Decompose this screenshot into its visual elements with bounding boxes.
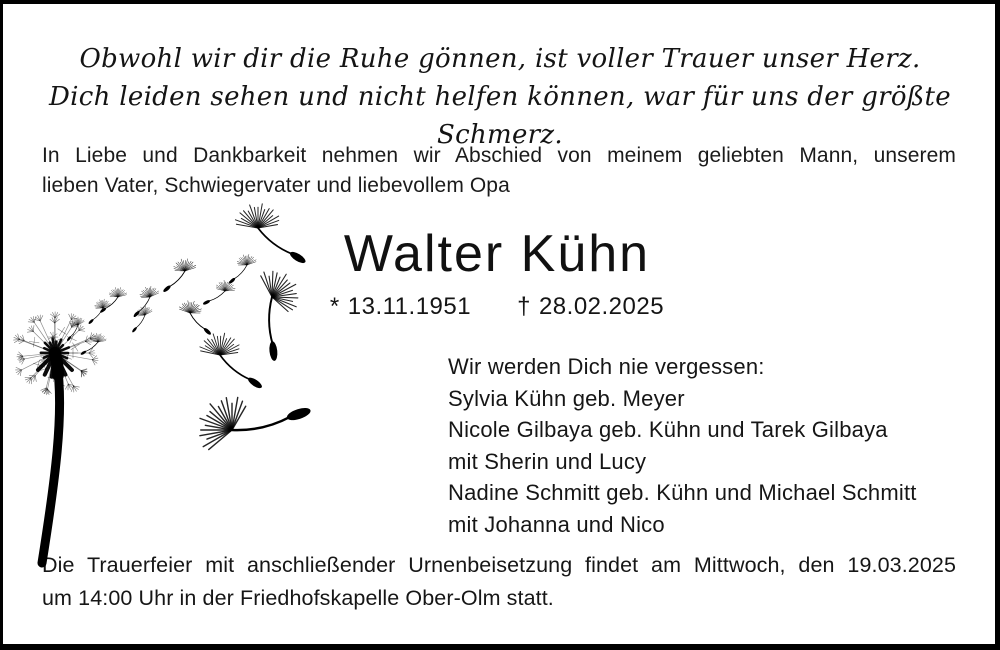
death-date-group [517, 293, 664, 321]
epigraph-line-2: Dich leiden sehen und nicht helfen können, war für uns der größte Schmerz. [49, 82, 951, 150]
funeral-line-1: Die Trauerfeier mit anschließender Urnenbeisetzung findet am Mittwoch, den 19.03.2025 [42, 553, 956, 577]
death-date: 28.02.2025 [538, 293, 665, 320]
birth-symbol: * [329, 293, 340, 320]
mourners-line: Nicole Gilbaya geb. Kühn und Tarek Gilbaya [448, 417, 888, 443]
dandelion-stem-top [55, 353, 58, 375]
mourners-line: Sylvia Kühn geb. Meyer [448, 385, 685, 411]
intro-line-1: In Liebe und Dankbarkeit nehmen wir Abschied von meinem geliebten Mann, unserem [42, 144, 956, 167]
funeral-line-2: um 14:00 Uhr in der Friedhofskapelle Ober-Olm statt. [42, 585, 554, 610]
death-symbol: † [517, 293, 531, 320]
mourners-line: mit Johanna und Nico [448, 511, 665, 537]
mourners-line: Nadine Schmitt geb. Kühn und Michael Schmitt [448, 480, 917, 506]
dandelion-stem [42, 371, 60, 563]
mourners-block [448, 351, 917, 541]
dandelion-illustration [0, 185, 500, 577]
intro-line-2: lieben Vater, Schwiegervater und liebevollem Opa [42, 174, 510, 197]
floating-seeds [60, 204, 326, 487]
birth-date: 13.11.1951 [347, 293, 472, 320]
deceased-name: Walter Kühn [343, 225, 651, 283]
epigraph [0, 40, 1000, 154]
epigraph-line-1: Obwohl wir dir die Ruhe gönnen, ist voller Trauer unser Herz. [79, 44, 921, 74]
mourners-line: Wir werden Dich nie vergessen: [448, 354, 765, 379]
mourners-line: mit Sherin und Lucy [448, 448, 647, 474]
